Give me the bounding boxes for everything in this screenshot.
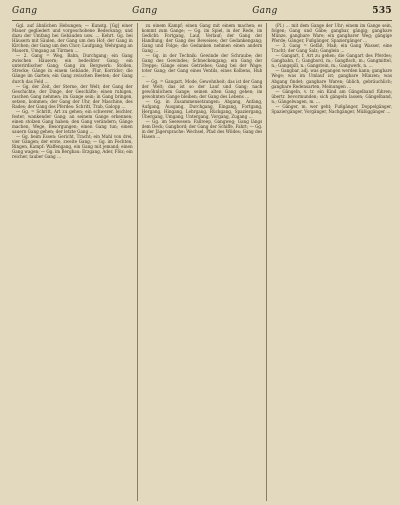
column-paragraph: zu einem Kampf; einen Gang mit einem machen; es kommt zum Gange; — Gg. im Spiel, in der Rede, im Gedicht: Fortgang, Lauf, Verlauf; der Gang der Handlung; der Gang des Beweises; der Gedankengang; Gang und Folge; die Gedanken nehmen einen andern Gang … (141, 23, 263, 54)
column-paragraph: — Gg. der Zeit, der Sterne, der Welt; der Gang der Geschichte, der Dinge, der Geschäfte; einen ruhigen, raschen Gang nehmen; im Gange sein; in Gang bringen, setzen, kommen; der Gang der Uhr, der Maschine, des Rades; der Gang des Pferdes: Schritt, Trab, Galopp … (12, 83, 133, 109)
column-3 (271, 23, 392, 501)
column-paragraph: — Gg. in Zusammensetzungen: Abgang, Anfang, Aufgang, Ausgang, Durchgang, Eingang, Fortgang, Hergang, Hingang, Lehrgang, Rückgang, Spaziergang, Übergang, Umgang, Untergang, Vorgang, Zugang … (141, 98, 263, 119)
column-paragraph: — Gangbar, adj. was gegangen werden kann; gangbare Wege; was im Umlauf ist; gangbare Münzen; was Abgang findet; gangbare Waren; üblich, gebräuchlich; gangbare Redensarten, Meinungen … (271, 68, 393, 89)
column-1 (12, 23, 133, 501)
left-headword: Gang (12, 6, 38, 16)
page-number: 535 (372, 6, 392, 16)
column-paragraph: — Gg. in der Technik: Gewinde der Schraube; der Gang des Gewindes; Schneckengang; ein Gang der Treppe; Gänge eines Getriebes; Gang bei der Wage; toter Gang; der Gang eines Ventils, eines Kolbens, Hub … (141, 53, 263, 79)
right-headword: Gang (252, 6, 278, 16)
column-paragraph: — Gängeln, v. tr. ein Kind am Gängelband führen; übertr. bevormunden; sich gängeln lassen; Gängelband, n.; Gängelwagen, m. … (271, 88, 393, 104)
column-paragraph: — Gg. beim Essen: Gericht, Tracht; ein Mahl von drei, vier Gängen; der erste, zweite Gang; — Gg. im Fechten, Ringen, Kampf: Waffengang, ein Gang mit jemand; einen Gang wagen; — Gg. im Bergbau: Erzgang, Ader, Flöz; ein reicher, tauber Gang … (12, 134, 133, 160)
column-paragraph: (Pl.) … mit dem Gange der Uhr; einem im Gange sein, folgen; Gang und Gäbe; gangbar, gängig; gangbare Münze, gangbare Ware; ein gangbarer Weg; gängige Pferde; Gänger, Fußgänger, Spaziergänger … (271, 23, 393, 44)
column-paragraph: — 3. Gang = Gefäß, Maß; ein Gang Wasser, eine Tracht; der Gang Salz; Ganglein … (271, 43, 393, 54)
column-divider (266, 23, 267, 501)
column-paragraph: Ggl. auf ähnlichen Hebungen; — Kunstg. [Gg] einer Mauer gegliedert und vorgeschobene Bedeckung; und dazu der Umfang bei Gebäuden usw. … Kehrt. Gg. bei Häusern mit Säulen, der Gang um den Hof; der Gang in Kirchen; der Gang um den Chor; Laufgang; Wehrgang an Mauern, Umgang an Türmen … (12, 23, 133, 54)
column-paragraph: — Gangart, f. Art zu gehen; die Gangart des Pferdes; Gangbahn, f.; Gangbord, m.; Gangfisch, m.; Gangmittel, n.; Gangspill, n.; Gangstein, m.; Gangwerk, n. … (271, 53, 393, 69)
column-paragraph: — Gg. im Seewesen: Fallreep, Gangweg; Gang längs dem Deck; Gangbord; der Gang der Schiffe, Fahrt; — Gg. in der Jägersprache: Wechsel, Pfad des Wildes; Gang des Hasen … (141, 118, 263, 140)
column-paragraph: — Gänger, m. wer geht; Fußgänger, Doppelgänger, Spaziergänger, Vorgänger, Nachgänger, Müßiggänger … (271, 103, 393, 114)
center-headword: Gang (132, 6, 158, 16)
page-header (12, 4, 392, 18)
column-paragraph: — Gg. = Schritt, Art zu gehen; ein schwerer, leichter, fester, wankender Gang; an seinem Gange erkennen; einen stolzen Gang haben; den Gang verändern; Gänge machen, Wege, Besorgungen; einen Gang tun; einen sauern Gang gehen; der letzte Gang … (12, 108, 133, 134)
column-paragraph: — Gg. = Gangart, Mode, Gewohnheit; das ist der Gang der Welt; das ist so der Lauf und Gang; nach gewöhnlichem Gange; seinen alten Gang gehen; im gewohnten Gange bleiben; der Gang des Lebens … (141, 78, 263, 99)
header-rule (12, 20, 392, 21)
column-paragraph: — 2. Gang = Weg, Bahn, Durchgang; ein Gang zwischen Häusern; ein bedeckter Gang; ein unterirdischer Gang; Gang im Bergwerk: Stollen, Strecke; Gänge in einem Gebäude, Flur, Korridor; die Gänge im Garten; ein Gang zwischen Beeten; der Gang durch das Feld … (12, 53, 133, 84)
column-divider (137, 23, 138, 501)
text-columns (12, 23, 392, 501)
column-2 (142, 23, 263, 501)
